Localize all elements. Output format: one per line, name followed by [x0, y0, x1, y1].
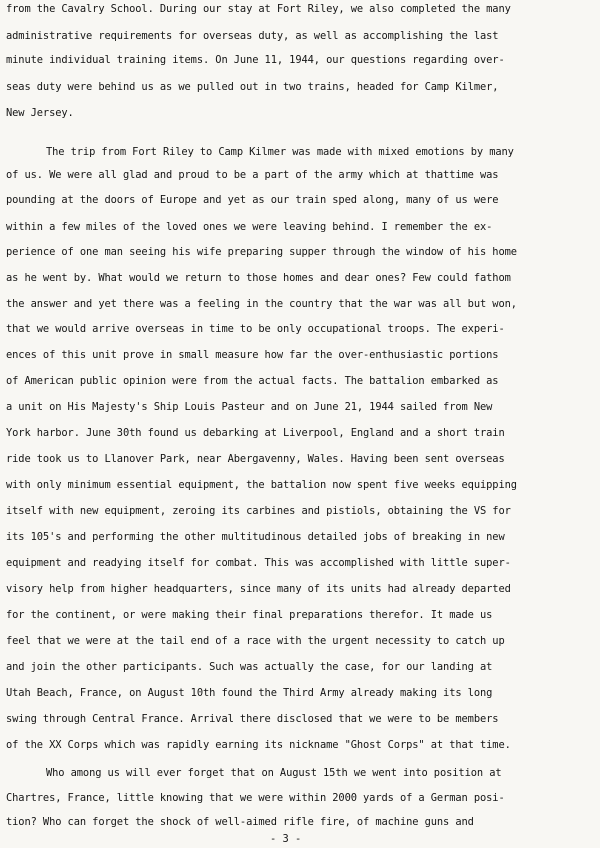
- text-line: York harbor. June 30th found us debarking at Liverpool, England and a short train: [6, 427, 505, 439]
- text-line: swing through Central France. Arrival there disclosed that we were to be members: [6, 713, 499, 725]
- text-line: of us. We were all glad and proud to be a part of the army which at thattime was: [6, 169, 499, 181]
- text-line: visory help from higher headquarters, since many of its units had already departed: [6, 583, 511, 595]
- text-line: from the Cavalry School. During our stay at Fort Riley, we also completed the many: [6, 3, 511, 15]
- text-line: as he went by. What would we return to those homes and dear ones? Few could fathom: [6, 272, 511, 284]
- text-line: feel that we were at the tail end of a race with the urgent necessity to catch up: [6, 635, 505, 647]
- text-line: seas duty were behind us as we pulled out in two trains, headed for Camp Kilmer,: [6, 81, 499, 93]
- text-line: minute individual training items. On June 11, 1944, our questions regarding over-: [6, 54, 505, 66]
- text-line: New Jersey.: [6, 107, 74, 119]
- text-line: Chartres, France, little knowing that we were within 2000 yards of a German posi-: [6, 792, 505, 804]
- text-line: the answer and yet there was a feeling in the country that the war was all but won,: [6, 298, 517, 310]
- text-line: its 105's and performing the other multitudinous detailed jobs of breaking in new: [6, 531, 505, 543]
- text-line: ences of this unit prove in small measure how far the over-enthusiastic portions: [6, 349, 499, 361]
- text-line: ride took us to Llanover Park, near Abergavenny, Wales. Having been sent overseas: [6, 453, 505, 465]
- text-line: The trip from Fort Riley to Camp Kilmer was made with mixed emotions by many: [46, 146, 514, 158]
- text-line: perience of one man seeing his wife preparing supper through the window of his home: [6, 246, 517, 258]
- text-line: within a few miles of the loved ones we were leaving behind. I remember the ex-: [6, 221, 493, 233]
- text-line: equipment and readying itself for combat. This was accomplished with little super-: [6, 557, 511, 569]
- text-line: administrative requirements for overseas duty, as well as accomplishing the last: [6, 30, 499, 42]
- text-line: a unit on His Majesty's Ship Louis Pasteur and on June 21, 1944 sailed from New: [6, 401, 493, 413]
- text-line: and join the other participants. Such was actually the case, for our landing at: [6, 661, 493, 673]
- text-line: of the XX Corps which was rapidly earning its nickname "Ghost Corps" at that time.: [6, 739, 511, 751]
- text-line: Utah Beach, France, on August 10th found the Third Army already making its long: [6, 687, 493, 699]
- text-line: of American public opinion were from the actual facts. The battalion embarked as: [6, 375, 499, 387]
- text-line: itself with new equipment, zeroing its carbines and pistiols, obtaining the VS for: [6, 505, 511, 517]
- text-line: Who among us will ever forget that on August 15th we went into position at: [46, 767, 502, 779]
- text-line: for the continent, or were making their final preparations therefor. It made us: [6, 609, 493, 621]
- text-line: pounding at the doors of Europe and yet as our train sped along, many of us were: [6, 194, 499, 206]
- text-line: that we would arrive overseas in time to be only occupational troops. The experi-: [6, 323, 505, 335]
- text-line: with only minimum essential equipment, the battalion now spent five weeks equipping: [6, 479, 517, 491]
- page-number: - 3 -: [270, 833, 302, 845]
- text-line: tion? Who can forget the shock of well-aimed rifle fire, of machine guns and: [6, 816, 474, 828]
